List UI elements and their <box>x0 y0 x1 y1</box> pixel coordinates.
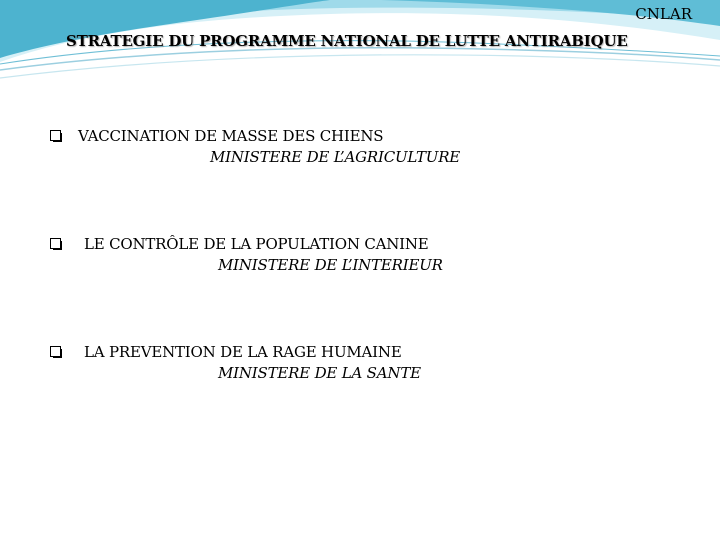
item-ministry: MINISTERE DE L’AGRICULTURE <box>210 148 461 166</box>
item-heading: LA PREVENTION DE LA RAGE HUMAINE <box>84 343 402 361</box>
list-item <box>50 342 670 382</box>
checkbox-bullet-icon <box>50 238 62 250</box>
list-item <box>50 126 670 166</box>
org-label: CNLAR <box>635 5 692 23</box>
item-heading: LE CONTRÔLE DE LA POPULATION CANINE <box>84 235 429 253</box>
checkbox-bullet-icon <box>50 130 62 142</box>
item-ministry: MINISTERE DE L’INTERIEUR <box>218 256 443 274</box>
item-ministry: MINISTERE DE LA SANTE <box>218 364 421 382</box>
slide-title: STRATEGIE DU PROGRAMME NATIONAL DE LUTTE ANTIRABIQUE <box>66 32 628 50</box>
checkbox-bullet-icon <box>50 346 62 358</box>
list-item <box>50 234 670 274</box>
item-heading: VACCINATION DE MASSE DES CHIENS <box>78 127 384 145</box>
